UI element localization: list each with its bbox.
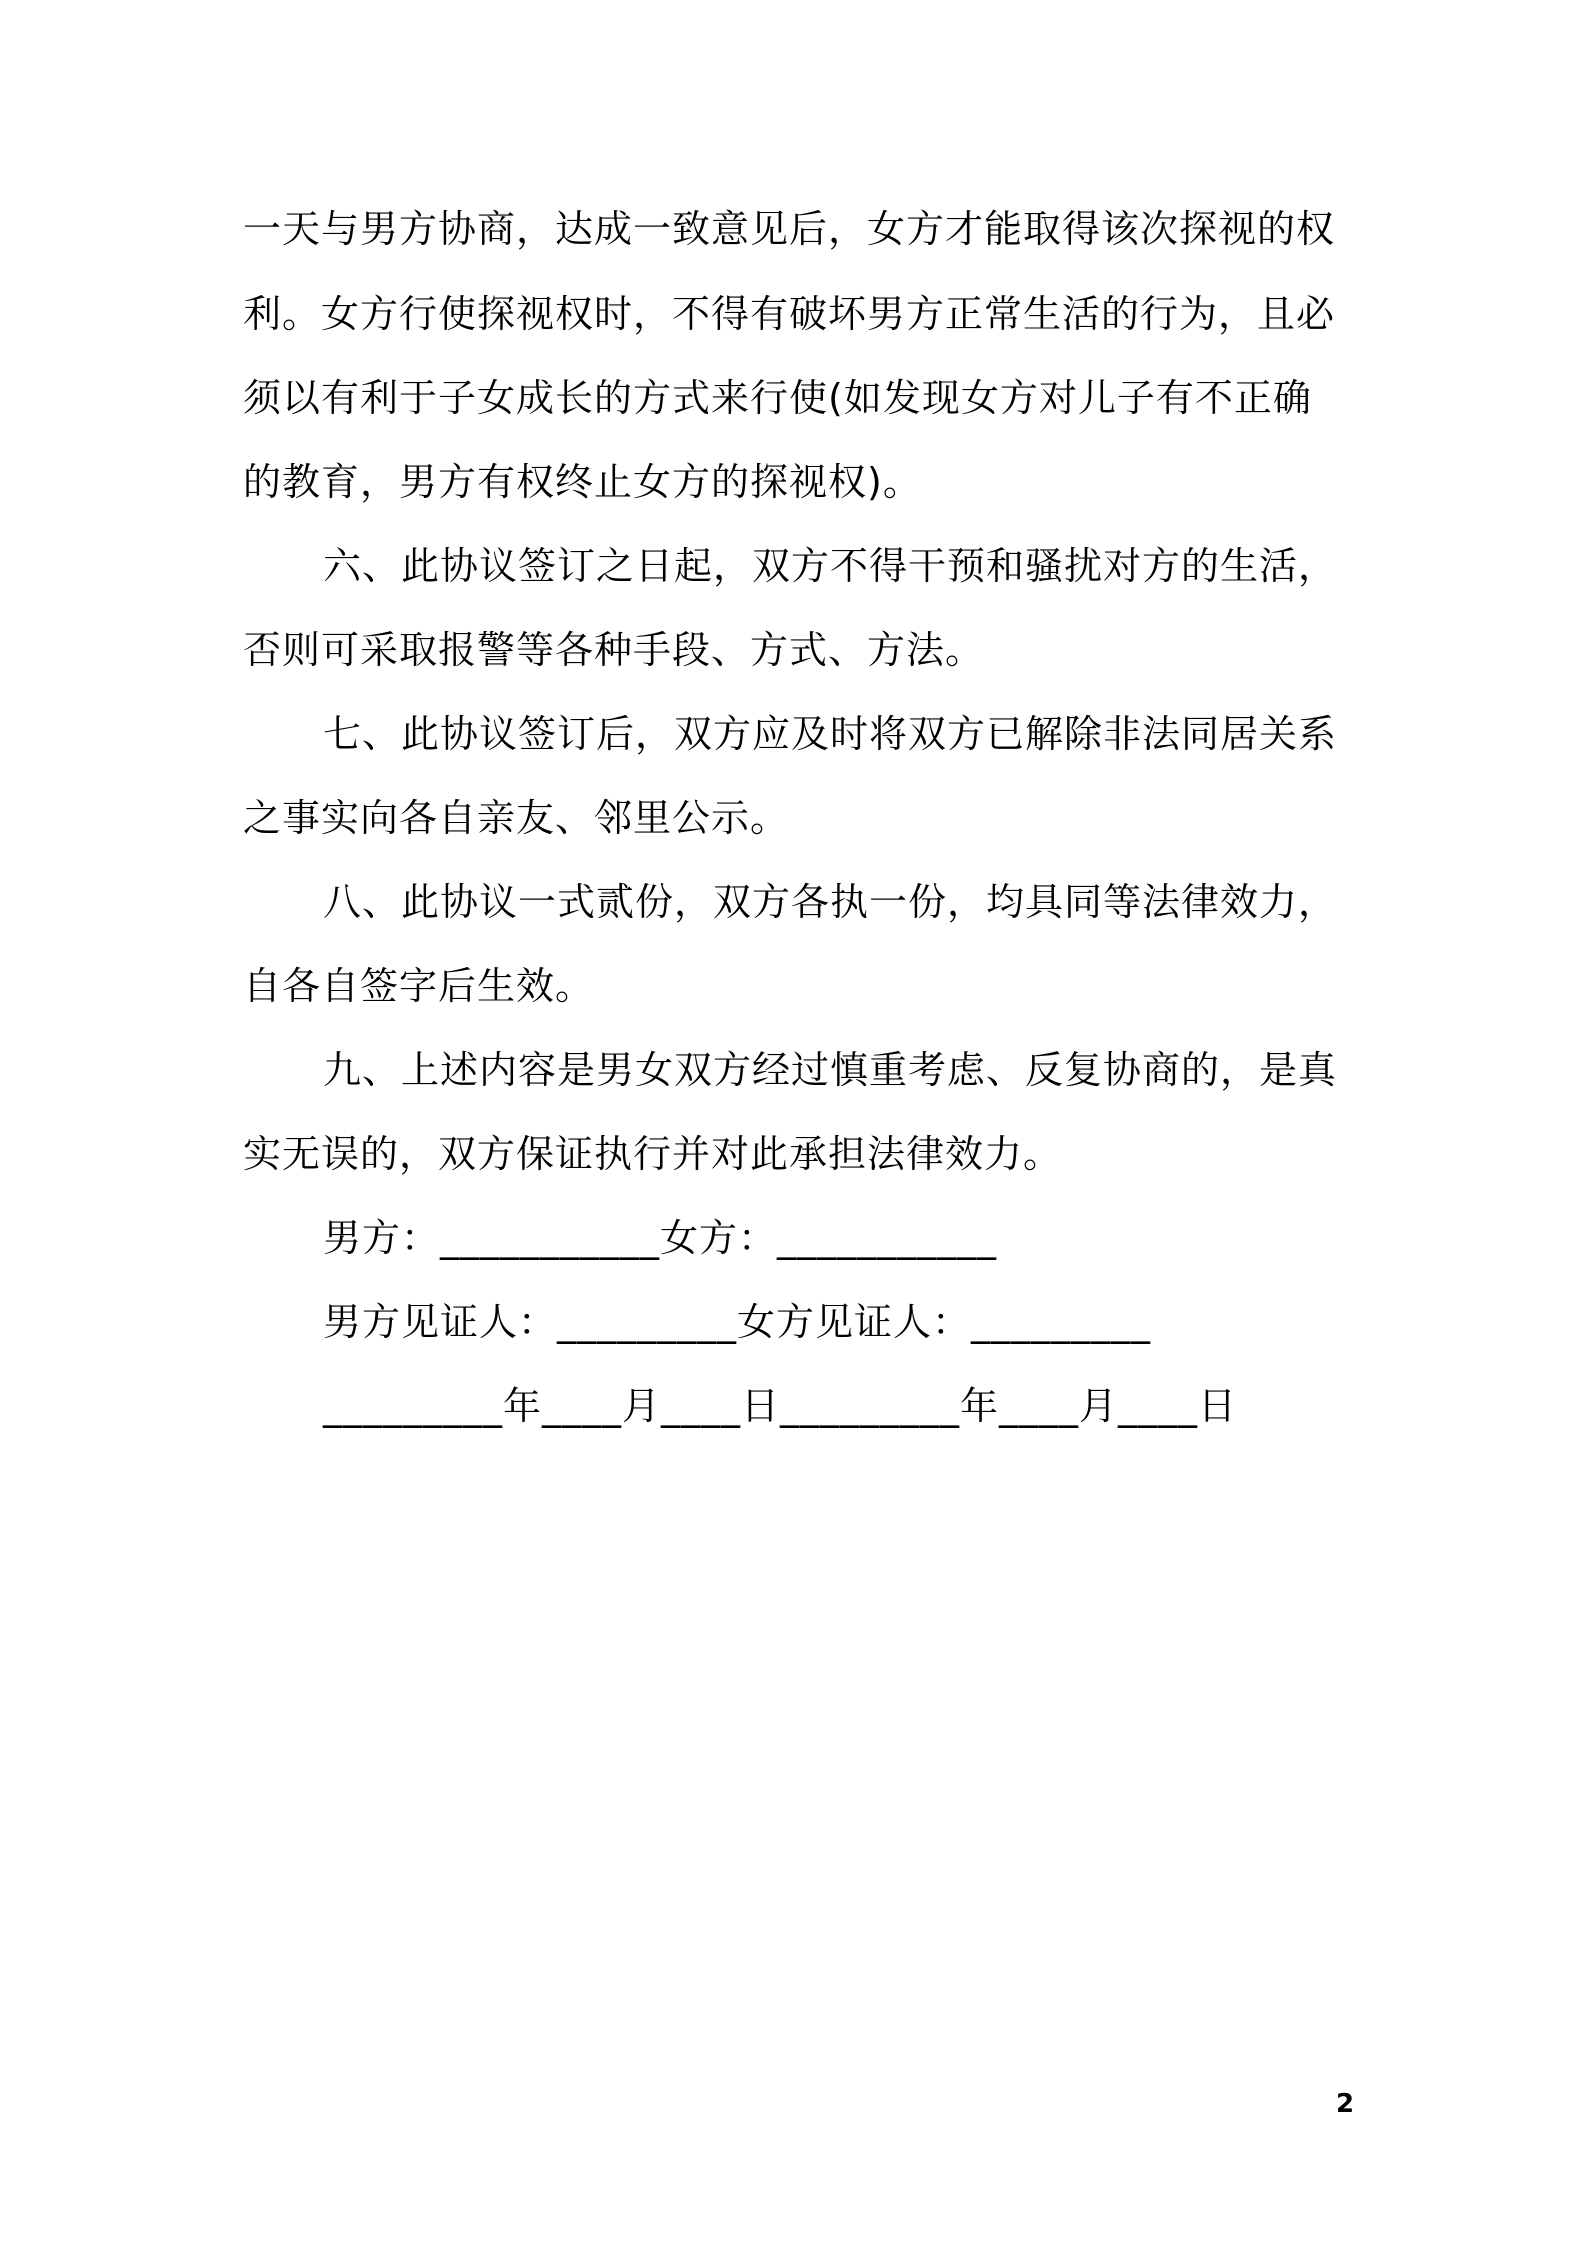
text-line: 须以有利于子女成长的方式来行使(如发现女方对儿子有不正确 (243, 376, 1312, 420)
clause-seven-line: 七、此协议签订后，双方应及时将双方已解除非法同居关系 (323, 712, 1338, 756)
clause-nine-line: 九、上述内容是男女双方经过慎重考虑、反复协商的，是真 (323, 1048, 1338, 1092)
text-line: 否则可采取报警等各种手段、方式、方法。 (243, 628, 985, 672)
clause-six-line: 六、此协议签订之日起，双方不得干预和骚扰对方的生活， (323, 544, 1338, 588)
clause-eight-line: 八、此协议一式贰份，双方各执一份，均具同等法律效力， (323, 880, 1338, 924)
text-line: 的教育，男方有权终止女方的探视权)。 (243, 460, 922, 504)
date-line: _________年____月____日_________年____月____日 (323, 1384, 1238, 1428)
text-line: 之事实向各自亲友、邻里公示。 (243, 796, 790, 840)
text-line: 利。女方行使探视权时，不得有破坏男方正常生活的行为，且必 (243, 292, 1336, 336)
text-line: 一天与男方协商，达成一致意见后，女方才能取得该次探视的权 (243, 207, 1336, 251)
text-line: 实无误的，双方保证执行并对此承担法律效力。 (243, 1132, 1063, 1176)
page-number: 2 (1336, 2089, 1355, 2119)
witness-signature-line: 男方见证人：_________女方见证人：_________ (323, 1300, 1152, 1344)
signature-line: 男方：___________女方：___________ (323, 1216, 998, 1260)
text-line: 自各自签字后生效。 (243, 964, 595, 1008)
